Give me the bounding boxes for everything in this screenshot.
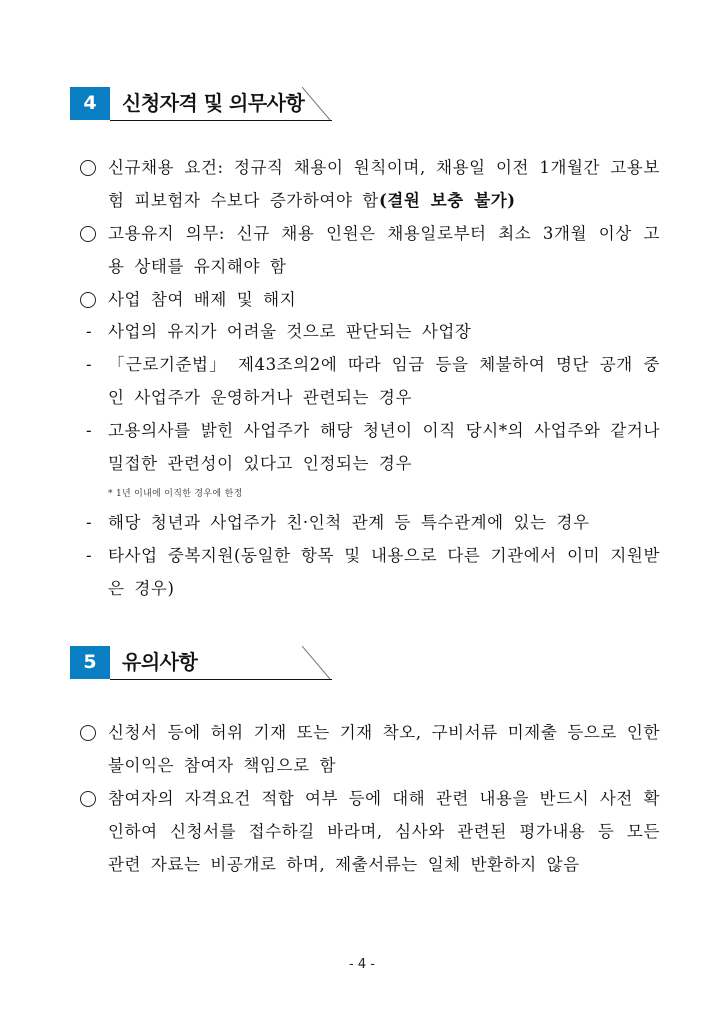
list-item-dash [86,348,660,414]
diagonal-decoration-icon [302,87,332,121]
list-item-circle [80,283,660,316]
dash-bullet-icon: - [86,322,93,341]
dash-bullet-icon: - [86,421,93,440]
dash-bullet-icon: - [86,355,93,374]
section-header-4 [70,87,332,121]
circle-bullet-icon [80,791,96,807]
section-underline [110,679,332,681]
page-number: - 4 - [349,957,375,972]
list-item-circle [80,151,660,217]
item-text: 참여자의 자격요건 적합 여부 등에 대해 관련 내용을 반드시 사전 확인하여 신청서를 접수하길 바라며, 심사와 관련된 평가내용 등 모든 관련 자료는 비공개로 하며, 제출서류는 일체 반환하지 않음 [108,789,660,874]
dash-bullet-icon: - [86,513,93,532]
item-text: 신청서 등에 허위 기재 또는 기재 착오, 구비서류 미제출 등으로 인한 불이익은 참여자 책임으로 함 [108,723,660,775]
list-item-circle [80,217,660,283]
section-number-box: 4 [70,87,110,120]
list-item-dash [86,414,660,480]
item-text: 사업의 유지가 어려울 것으로 판단되는 사업장 [108,322,472,341]
section-title: 유의사항 [122,650,198,674]
list-item-circle [80,716,660,782]
item-text: 해당 청년과 사업주가 친·인척 관계 등 특수관계에 있는 경우 [108,513,590,532]
item-text: 신규채용 요건: 정규직 채용이 원칙이며, 채용일 이전 1개월간 고용보험 피보험자 수보다 증가하여야 함 [108,158,660,210]
circle-bullet-icon [80,725,96,741]
list-item-dash [86,315,660,348]
item-text: 고용유지 의무: 신규 채용 인원은 채용일로부터 최소 3개월 이상 고용 상태를 유지해야 함 [108,224,660,276]
footnote: * 1년 이내에 이직한 경우에 한정 [108,489,243,499]
item-bold-text: (결원 보충 불가) [378,191,516,210]
item-text: 고용의사를 밝힌 사업주가 해당 청년이 이직 당시*의 사업주와 같거나 밀접한 관련성이 있다고 인정되는 경우 [108,421,660,473]
list-item-circle [80,782,660,881]
circle-bullet-icon [80,160,96,176]
section-number-box: 5 [70,646,110,679]
item-text: 「근로기준법」 제43조의2에 따라 임금 등을 체불하여 명단 공개 중인 사업주가 운영하거나 관련되는 경우 [108,355,660,407]
item-text: 타사업 중복지원(동일한 항목 및 내용으로 다른 기관에서 이미 지원받은 경우) [108,546,660,598]
circle-bullet-icon [80,226,96,242]
item-text: 사업 참여 배제 및 해지 [108,290,297,309]
list-item-dash [86,539,660,605]
dash-bullet-icon: - [86,546,93,565]
list-item-dash [86,506,660,539]
section-title: 신청자격 및 의무사항 [122,91,305,115]
section-underline [110,120,332,122]
circle-bullet-icon [80,292,96,308]
section-header-5 [70,646,332,680]
diagonal-decoration-icon [302,646,332,680]
